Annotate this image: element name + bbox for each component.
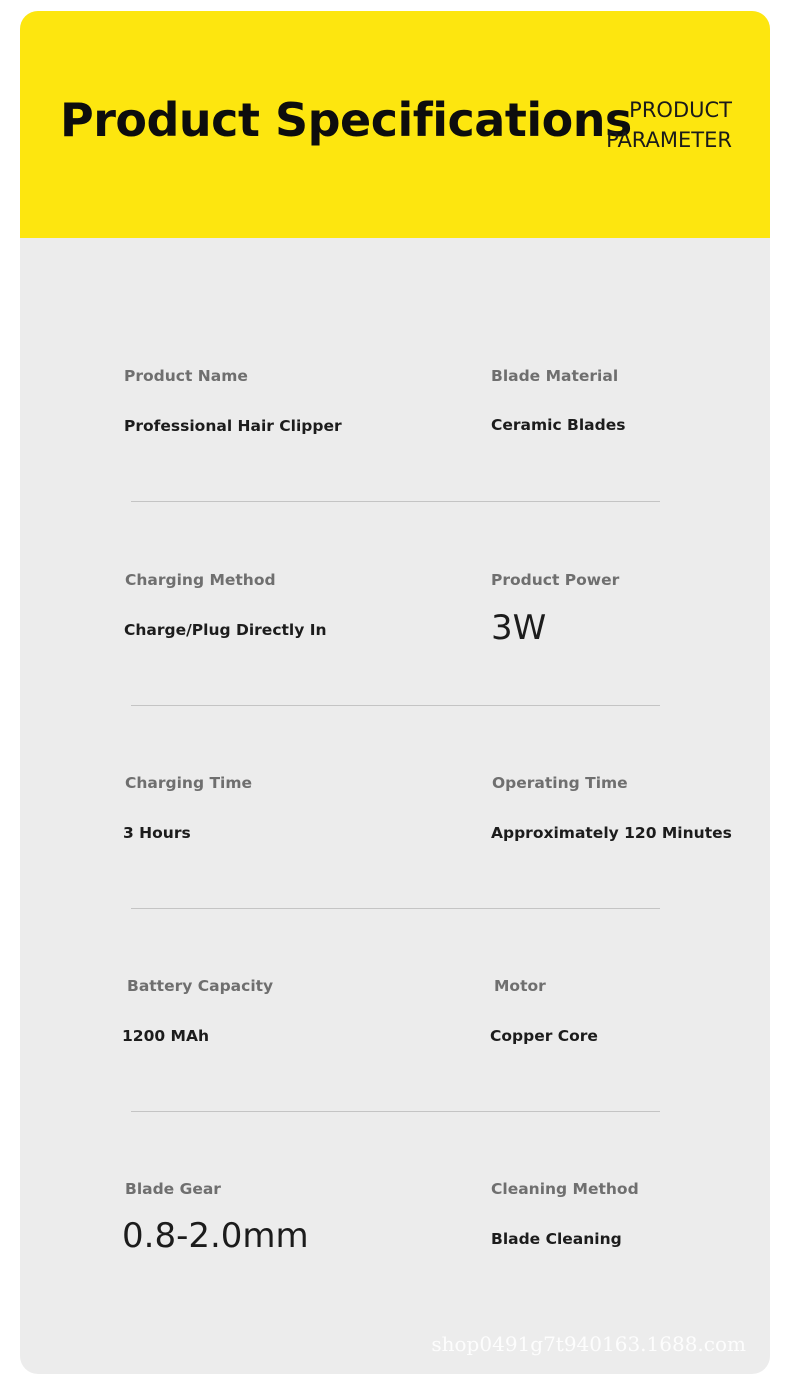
spec-label: Product Power — [491, 571, 620, 589]
divider — [131, 501, 660, 502]
divider — [131, 908, 660, 909]
spec-row-4 — [20, 977, 770, 1137]
spec-value: Charge/Plug Directly In — [124, 621, 327, 639]
divider — [131, 1111, 660, 1112]
spec-label: Blade Material — [491, 367, 619, 385]
spec-row-1 — [20, 367, 770, 527]
spec-value: 3 Hours — [123, 824, 191, 842]
spec-label: Charging Method — [125, 571, 276, 589]
spec-row-3 — [20, 774, 770, 934]
spec-label: Charging Time — [125, 774, 252, 792]
spec-card — [20, 11, 770, 1374]
spec-value: Blade Cleaning — [491, 1230, 622, 1248]
spec-value: Professional Hair Clipper — [124, 417, 342, 435]
spec-label: Product Name — [124, 367, 248, 385]
spec-label: Motor — [494, 977, 546, 995]
spec-value: 1200 MAh — [122, 1027, 209, 1045]
spec-label: Blade Gear — [125, 1180, 221, 1198]
subtitle-line-1: PRODUCT — [629, 98, 732, 122]
page-title: Product Specifications — [60, 93, 632, 147]
spec-value: 0.8-2.0mm — [122, 1216, 309, 1256]
subtitle-line-2: PARAMETER — [606, 128, 732, 152]
spec-value: Approximately 120 Minutes — [491, 824, 732, 842]
spec-label: Battery Capacity — [127, 977, 274, 995]
spec-label: Operating Time — [492, 774, 628, 792]
spec-row-2 — [20, 571, 770, 731]
spec-row-5 — [20, 1180, 770, 1340]
divider — [131, 705, 660, 706]
header-banner — [20, 11, 770, 238]
spec-label: Cleaning Method — [491, 1180, 639, 1198]
spec-value: 3W — [491, 608, 547, 648]
watermark: shop0491g7t940163.1688.com — [431, 1332, 746, 1356]
spec-value: Copper Core — [490, 1027, 598, 1045]
spec-value: Ceramic Blades — [491, 416, 626, 434]
page-subtitle — [606, 95, 732, 155]
